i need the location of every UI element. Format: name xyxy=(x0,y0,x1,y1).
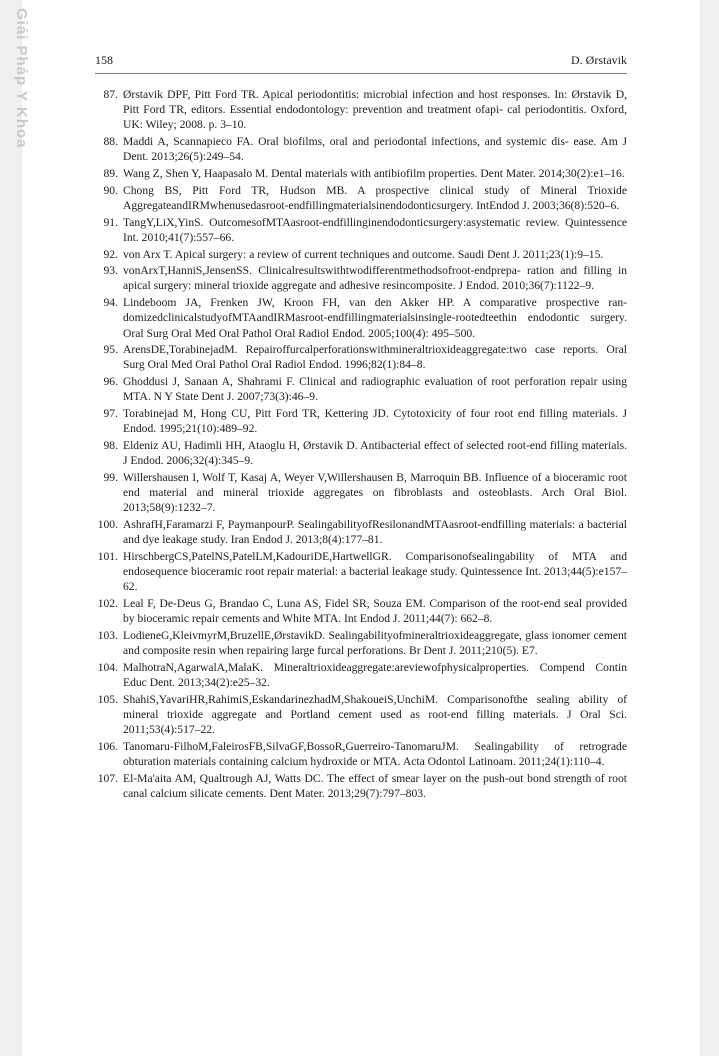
reference-item xyxy=(95,517,627,547)
reference-text: Lindeboom JA, Frenken JW, Kroon FH, van den Akker HP. A comparative prospective ran- domizedclinicalstudyofMTAandIRMasroot-endfillingmaterialsinsingle-rootedteethin endodontic surgery. Oral Surg Oral Med Oral Pathol Oral Radiol Endod. 2005;100(4): 495–500. xyxy=(123,296,627,340)
reference-number: 90. xyxy=(103,183,118,197)
reference-text: MalhotraN,AgarwalA,MalaK. Mineraltrioxideaggregate:areviewofphysicalproperties. Compend Contin Educ Dent. 2013;34(2):e25–32. xyxy=(123,660,627,690)
reference-text: El-Ma'aita AM, Qualtrough AJ, Watts DC. The effect of smear layer on the push-out bond strength of root canal calcium silicate cements. Dent Mater. 2013;29(7):797–803. xyxy=(123,771,627,800)
reference-text: Tanomaru-FilhoM,FaleirosFB,SilvaGF,BossoR,Guerreiro-TanomaruJM. Sealingability of retrograde obturation materials containing calcium hydroxide or MTA. Acta Odontol Latinoam. 2011;24(1):110–4. xyxy=(123,739,627,769)
reference-item xyxy=(95,166,627,181)
reference-item xyxy=(95,549,627,595)
reference-text: ArensDE,TorabinejadM. Repairoffurcalperforationswithmineraltrioxideaggregate:two case reports. Oral Surg Oral Med Oral Pathol Oral Radiol Endod. 1996;82(1):84–8. xyxy=(123,343,627,372)
reference-item xyxy=(95,215,627,245)
reference-number: 92. xyxy=(103,247,118,261)
reference-number: 104. xyxy=(97,660,118,674)
reference-item xyxy=(95,295,627,341)
reference-text: Torabinejad M, Hong CU, Pitt Ford TR, Kettering JD. Cytotoxicity of four root end filling materials. J Endod. 1995;21(10):489–92. xyxy=(123,407,627,436)
reference-item xyxy=(95,660,627,690)
reference-text: TangY,LiX,YinS. OutcomesofMTAasroot-endfillinginendodonticsurgery:asystematic review. Quintessence Int. 2010;41(7):557–66. xyxy=(123,215,627,244)
reference-item xyxy=(95,247,627,262)
reference-item xyxy=(95,438,627,468)
reference-number: 99. xyxy=(103,470,118,484)
reference-number: 102. xyxy=(97,597,118,610)
reference-number: 103. xyxy=(97,628,118,642)
reference-number: 107. xyxy=(97,771,118,785)
reference-list xyxy=(95,87,627,803)
reference-number: 98. xyxy=(103,438,118,452)
reference-item xyxy=(95,134,627,164)
reference-item xyxy=(95,342,627,372)
reference-number: 87. xyxy=(103,88,118,101)
reference-item xyxy=(95,739,627,769)
reference-text: Leal F, De-Deus G, Brandao C, Luna AS, Fidel SR, Souza EM. Comparison of the root-end seal provided by bioceramic repair cements and White MTA. Int Endod J. 2011;44(7): 662–8. xyxy=(123,597,627,626)
reference-number: 97. xyxy=(103,407,118,421)
reference-text: vonArxT,HanniS,JensenSS. Clinicalresultswithtwodifferentmethodsofroot-endprepa- ration and filling in apical surgery: mineral trioxide aggregate and adhesive resincomposite. J Endod. 2010;36(7):1122–9. xyxy=(123,264,627,293)
reference-number: 100. xyxy=(97,517,118,531)
reference-item xyxy=(95,87,627,133)
reference-number: 93. xyxy=(103,264,118,278)
reference-item xyxy=(95,771,627,801)
reference-number: 106. xyxy=(97,739,118,753)
reference-text: Willershausen I, Wolf T, Kasaj A, Weyer V,Willershausen B, Marroquin BB. Influence of a bioceramic root end material and mineral trioxide aggregates on fibroblasts and osteoblasts. Arch Oral Biol. 2013;58(9):1232–7. xyxy=(123,470,627,515)
reference-text: HirschbergCS,PatelNS,PatelLM,KadouriDE,HartwellGR. Comparisonofsealingability of MTA and endosequence bioceramic root repair material: a bacterial leakage study. Quintessence Int. 2013;44(5):e157–62. xyxy=(123,549,627,594)
reference-text: Eldeniz AU, Hadimli HH, Ataoglu H, Ørstavik D. Antibacterial effect of selected root-end filling materials. J Endod. 2006;32(4):345–9. xyxy=(123,438,627,468)
reference-item xyxy=(95,183,627,213)
running-author: D. Ørstavik xyxy=(571,53,627,67)
reference-text: von Arx T. Apical surgery: a review of current techniques and outcome. Saudi Dent J. 2011;23(1):9–15. xyxy=(123,247,604,261)
reference-number: 88. xyxy=(103,135,118,149)
reference-number: 91. xyxy=(103,215,118,229)
reference-text: ShahiS,YavariHR,RahimiS,EskandarinezhadM,ShakoueiS,UnchiM. Comparisonofthe sealing ability of mineral trioxide aggregate and Portland cement used as root-end filling materials. J Oral Sci. 2011;53(4):517–22. xyxy=(123,692,627,737)
page-header xyxy=(95,53,627,68)
header-rule xyxy=(95,73,627,74)
reference-text: Chong BS, Pitt Ford TR, Hudson MB. A prospective clinical study of Mineral Trioxide AggregateandIRMwhenusedasroot-endfillingmaterialsinendodonticsurgery. IntEndod J. 2003;36(8):520–6. xyxy=(123,183,627,212)
watermark-text: Giải Pháp Y Khoa xyxy=(13,8,30,149)
reference-number: 94. xyxy=(103,296,118,310)
reference-item xyxy=(95,628,627,658)
reference-text: Ghoddusi J, Sanaan A, Shahrami F. Clinical and radiographic evaluation of root perforation repair using MTA. N Y State Dent J. 2007;73(3):46–9. xyxy=(123,375,627,404)
reference-number: 96. xyxy=(103,375,118,389)
reference-item xyxy=(95,406,627,436)
reference-text: Ørstavik DPF, Pitt Ford TR. Apical periodontitis: microbial infection and host responses. In: Ørstavik D, Pitt Ford TR, editors. Essential endodontology: prevention and treatment ofapi- cal periodontitis. Oxford, UK: Wiley; 2008. p. 3–10. xyxy=(123,88,627,132)
reference-item xyxy=(95,596,627,626)
reference-text: Wang Z, Shen Y, Haapasalo M. Dental materials with antibiofilm properties. Dent Mater. 2014;30(2):e1–16. xyxy=(123,167,625,181)
reference-text: LodieneG,KleivmyrM,BruzellE,ØrstavikD. Sealingabilityofmineraltrioxideaggregate, glass ionomer cement and composite resin when repairing large furcal perforations. Br Dent J. 2011;210(5). E7. xyxy=(123,628,627,658)
reference-item xyxy=(95,470,627,516)
reference-number: 101. xyxy=(97,549,118,563)
page-number: 158 xyxy=(95,53,113,67)
reference-item xyxy=(95,692,627,738)
reference-number: 89. xyxy=(103,167,118,181)
reference-number: 105. xyxy=(97,692,118,706)
reference-text: Maddi A, Scannapieco FA. Oral biofilms, oral and periodontal infections, and systemic dis- ease. Am J Dent. 2013;26(5):249–54. xyxy=(123,135,627,164)
reference-item xyxy=(95,263,627,293)
reference-number: 95. xyxy=(103,343,118,357)
reference-item xyxy=(95,374,627,404)
reference-text: AshrafH,Faramarzi F, PaymanpourP. SealingabilityofResilonandMTAasroot-endfilling materials: a bacterial and dye leakage study. Iran Endod J. 2013;8(4):177–81. xyxy=(123,517,627,547)
